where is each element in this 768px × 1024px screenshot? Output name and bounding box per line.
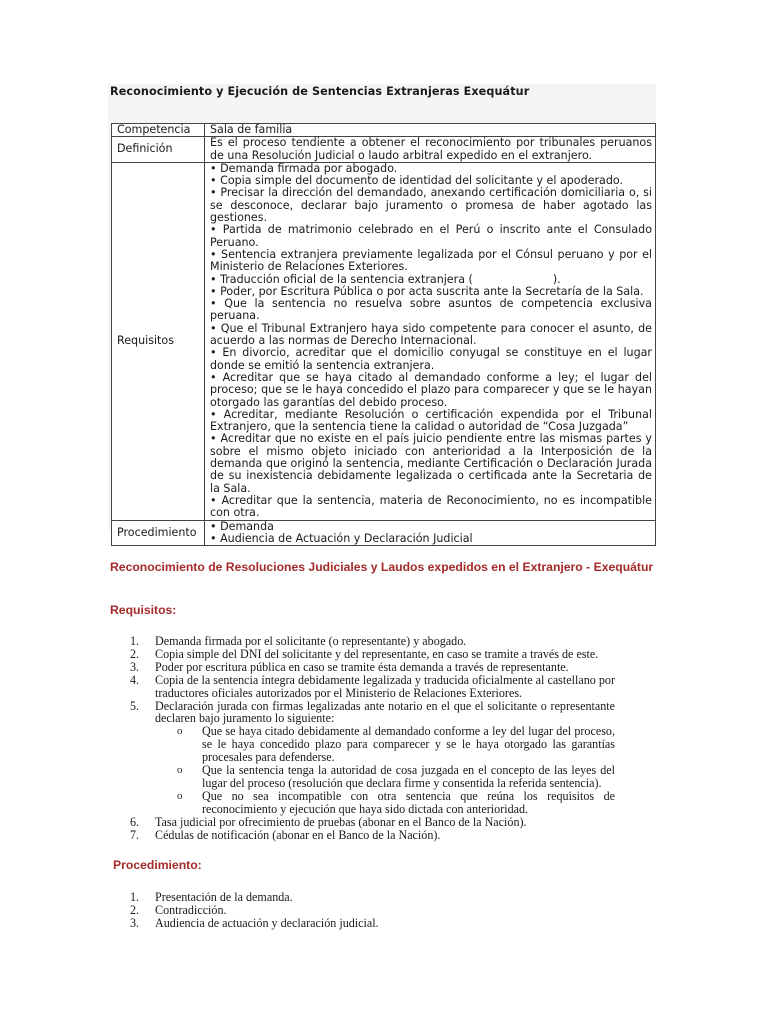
procedimiento-item: • Demanda [210, 519, 274, 533]
list-item [110, 674, 615, 700]
procedimiento-heading: Procedimiento: [113, 858, 202, 872]
item-text: Demanda firmada por el solicitante (o representante) y abogado. [155, 634, 467, 648]
circle-bullet-icon: o [177, 789, 183, 802]
requisito-item: • Acreditar que se haya citado al demandado conforme a ley; el lugar del proceso; que se le haya concedido el plazo para comparecer y que se le hayan otorgado las garantías del debido proceso. [210, 370, 652, 409]
closing-paren: ). [552, 272, 561, 286]
requisitos-list [205, 162, 656, 520]
item-number: 6. [130, 814, 140, 829]
item-text: Poder por escritura pública en caso se tramite ésta demanda a través de representante. [155, 659, 569, 674]
sub-item-text: Que la sentencia tenga la autoridad de cosa juzgada en el concepto de las leyes del lugar del proceso (resolución que declara firme y consentida la referida sentencia). [202, 763, 615, 790]
requisito-item: • Traducción oficial de la sentencia extranjera ( [210, 272, 473, 286]
item-number: 1. [130, 890, 140, 904]
requisito-item: • Acreditar que no existe en el país juicio pendiente entre las mismas partes y sobre el mismo objeto iniciado con anterioridad a la Interposición de la demanda que originó la sentencia, mediante Certificación o Declaración Jurada de su inexistencia debidamente legalizada o certificada ante la Secretaria de la Sala. [210, 432, 652, 495]
item-text: Declaración jurada con firmas legalizadas ante notario en el que el solicitante o representante declaren bajo juramento lo siguiente: [155, 698, 615, 726]
document-title: Reconocimiento y Ejecución de Sentencias Extranjeras Exequátur [110, 85, 530, 98]
table-row-requisitos [112, 162, 656, 520]
requisito-item: • Copia simple del documento de identidad del solicitante y el apoderado. [210, 174, 623, 188]
circle-bullet-icon: o [177, 725, 183, 738]
competencia-value: Sala de familia [205, 124, 656, 137]
item-text: Copia de la sentencia íntegra debidamente legalizada y traducida oficialmente al castellano por traductores oficiales autorizados por el Ministerio de Relaciones Exteriores. [155, 672, 615, 700]
requisito-item: • Acreditar que la sentencia, materia de Reconocimiento, no es incompatible con otra. [210, 493, 652, 520]
table-row-procedimiento [112, 520, 656, 546]
item-number: 4. [130, 672, 140, 687]
requisito-item: • Sentencia extranjera previamente legalizada por el Cónsul peruano y por el Ministerio de Relaciones Exteriores. [210, 247, 652, 274]
sub-item-text: Que se haya citado debidamente al demandado conforme a ley del lugar del proceso, se le haya concedido plazo para comparecer y se le haya otorgado las garantías procesales para defenderse. [202, 724, 615, 765]
sub-list-item [110, 764, 615, 790]
circle-bullet-icon: o [177, 764, 183, 777]
item-text: Contradicción. [155, 902, 227, 917]
requisito-item: • Acreditar, mediante Resolución o certificación expendida por el Tribunal Extranjero, que la sentencia tiene la calidad o autoridad de “Cosa Juzgada” [210, 407, 652, 434]
requisito-item: • Que la sentencia no resuelva sobre asuntos de competencia exclusiva peruana. [210, 297, 652, 323]
requisito-item: • Poder, por Escritura Pública o por acta suscrita ante la Secretaría de la Sala. [210, 284, 644, 298]
definicion-value: Es el proceso tendiente a obtener el reconocimiento por tribunales peruanos de una Resolución Judicial o laudo arbitral expedido en el extranjero. [205, 137, 656, 163]
section-heading: Reconocimiento de Resoluciones Judiciales y Laudos expedidos en el Extranjero - Exequátur [110, 560, 654, 574]
item-number: 3. [130, 659, 140, 674]
item-text: Cédulas de notificación (abonar en el Banco de la Nación). [155, 827, 441, 842]
requisitos-label: Requisitos [112, 162, 205, 520]
list-item [110, 700, 615, 726]
item-number: 3. [130, 915, 140, 930]
procedimiento-label: Procedimiento [112, 520, 205, 546]
procedimiento-list [205, 520, 656, 546]
sub-item-text: Que no sea incompatible con otra sentencia que reúna los requisitos de reconocimiento y ejecución que haya sido dictada con anterioridad. [202, 788, 615, 816]
requisito-item: • Precisar la dirección del demandado, anexando certificación domiciliaria o, si se desconoce, declarar bajo juramento o promesa de haber agotado las gestiones. [210, 186, 652, 225]
item-number: 5. [130, 698, 140, 713]
procedimiento-numbered-list [110, 891, 615, 930]
requisito-item: • Que el Tribunal Extranjero haya sido competente para conocer el asunto, de acuerdo a las normas de Derecho Internacional. [210, 321, 652, 348]
item-number: 2. [130, 646, 140, 661]
requisitos-numbered-list [110, 635, 615, 842]
item-text: Tasa judicial por ofrecimiento de pruebas (abonar en el Banco de la Nación). [155, 814, 527, 829]
item-text: Copia simple del DNI del solicitante y del representante, en caso se tramite a través de este. [155, 646, 599, 661]
requisito-item-traduccion [210, 274, 652, 286]
definicion-label: Definición [112, 137, 205, 163]
requisitos-heading: Requisitos: [110, 603, 177, 617]
table-row-definicion [112, 137, 656, 163]
requisito-item: • Demanda firmada por abogado. [210, 161, 398, 175]
requirements-table [111, 123, 656, 546]
sub-list-item [110, 790, 615, 816]
list-item [110, 829, 615, 842]
item-number: 2. [130, 902, 140, 917]
table-row-competencia [112, 124, 656, 137]
requisito-item: • Partida de matrimonio celebrado en el Perú o inscrito ante el Consulado Peruano. [210, 223, 652, 249]
sub-list-item [110, 725, 615, 764]
list-item [110, 917, 615, 930]
procedimiento-item: • Audiencia de Actuación y Declaración Judicial [210, 531, 473, 545]
competencia-label: Competencia [112, 124, 205, 137]
item-text: Presentación de la demanda. [155, 890, 293, 904]
item-number: 7. [130, 827, 140, 842]
item-text: Audiencia de actuación y declaración judicial. [155, 915, 379, 930]
item-number: 1. [130, 634, 140, 648]
requisito-item: • En divorcio, acreditar que el domicilio conyugal se constituye en el lugar donde se emitió la sentencia extranjera. [210, 346, 652, 372]
